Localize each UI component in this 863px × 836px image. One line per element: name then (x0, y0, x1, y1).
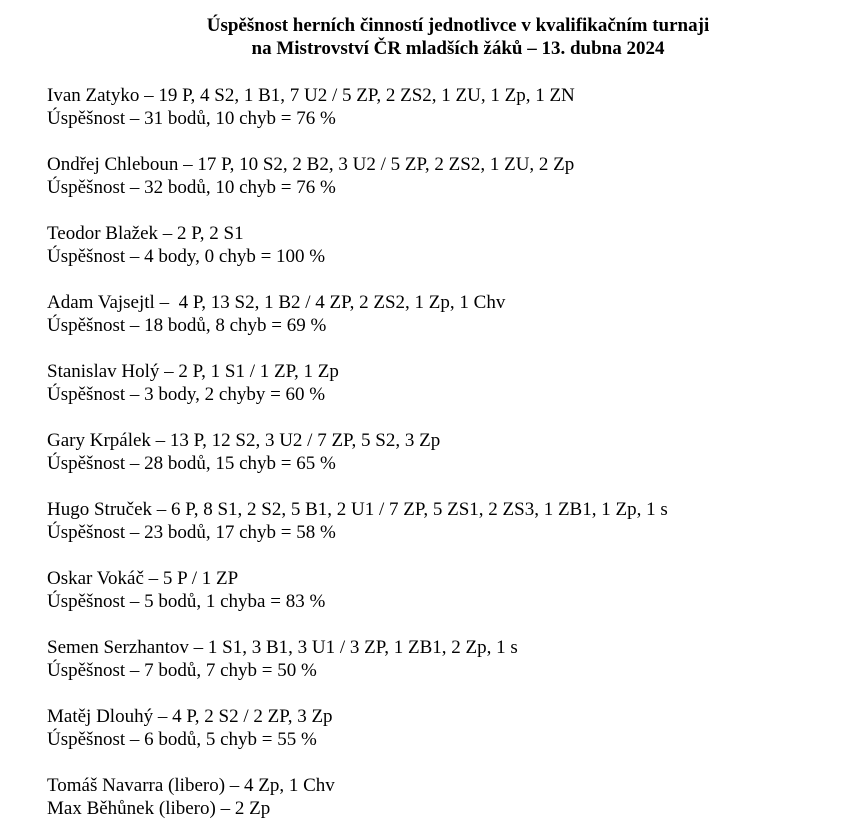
player-entry (47, 291, 847, 360)
player-entry (47, 153, 847, 222)
player-entry (47, 360, 847, 429)
player-entry (47, 429, 847, 498)
title-line-1: Úspěšnost herních činností jednotlivce v kvalifikačním turnaji (206, 15, 710, 36)
player-entry (47, 498, 847, 567)
player-success: Úspěšnost – 3 body, 2 chyby = 60 % (47, 384, 326, 405)
player-success: Úspěšnost – 32 bodů, 10 chyb = 76 % (47, 177, 336, 198)
document-title (0, 14, 863, 60)
title-line-2: na Mistrovství ČR mladších žáků – 13. dubna 2024 (251, 38, 665, 59)
player-stats: Ivan Zatyko – 19 P, 4 S2, 1 B1, 7 U2 / 5 ZP, 2 ZS2, 1 ZU, 1 Zp, 1 ZN (47, 85, 575, 106)
player-success: Úspěšnost – 7 bodů, 7 chyb = 50 % (47, 660, 317, 681)
player-entry (47, 636, 847, 705)
player-success: Úspěšnost – 18 bodů, 8 chyb = 69 % (47, 315, 327, 336)
player-stats: Teodor Blažek – 2 P, 2 S1 (47, 223, 244, 244)
player-success: Úspěšnost – 6 bodů, 5 chyb = 55 % (47, 729, 317, 750)
player-entry (47, 84, 847, 153)
player-stats: Gary Krpálek – 13 P, 12 S2, 3 U2 / 7 ZP, 5 S2, 3 Zp (47, 430, 441, 451)
player-success: Úspěšnost – 28 bodů, 15 chyb = 65 % (47, 453, 336, 474)
player-entry (47, 705, 847, 774)
player-stats: Ondřej Chleboun – 17 P, 10 S2, 2 B2, 3 U2 / 5 ZP, 2 ZS2, 1 ZU, 2 Zp (47, 154, 575, 175)
player-stats: Oskar Vokáč – 5 P / 1 ZP (47, 568, 239, 589)
libero-list (47, 774, 847, 820)
player-stats: Semen Serzhantov – 1 S1, 3 B1, 3 U1 / 3 ZP, 1 ZB1, 2 Zp, 1 s (47, 637, 518, 658)
player-entry (47, 222, 847, 291)
player-success: Úspěšnost – 31 bodů, 10 chyb = 76 % (47, 108, 336, 129)
player-stats: Stanislav Holý – 2 P, 1 S1 / 1 ZP, 1 Zp (47, 361, 339, 382)
player-success: Úspěšnost – 4 body, 0 chyb = 100 % (47, 246, 326, 267)
libero-entry: Max Běhůnek (libero) – 2 Zp (47, 798, 271, 819)
libero-entry: Tomáš Navarra (libero) – 4 Zp, 1 Chv (47, 775, 335, 796)
player-stats: Adam Vajsejtl – 4 P, 13 S2, 1 B2 / 4 ZP, 2 ZS2, 1 Zp, 1 Chv (47, 292, 506, 313)
player-list (47, 84, 847, 820)
player-stats: Hugo Struček – 6 P, 8 S1, 2 S2, 5 B1, 2 U1 / 7 ZP, 5 ZS1, 2 ZS3, 1 ZB1, 1 Zp, 1 s (47, 499, 668, 520)
player-success: Úspěšnost – 5 bodů, 1 chyba = 83 % (47, 591, 326, 612)
player-entry (47, 567, 847, 636)
player-stats: Matěj Dlouhý – 4 P, 2 S2 / 2 ZP, 3 Zp (47, 706, 333, 727)
player-success: Úspěšnost – 23 bodů, 17 chyb = 58 % (47, 522, 336, 543)
